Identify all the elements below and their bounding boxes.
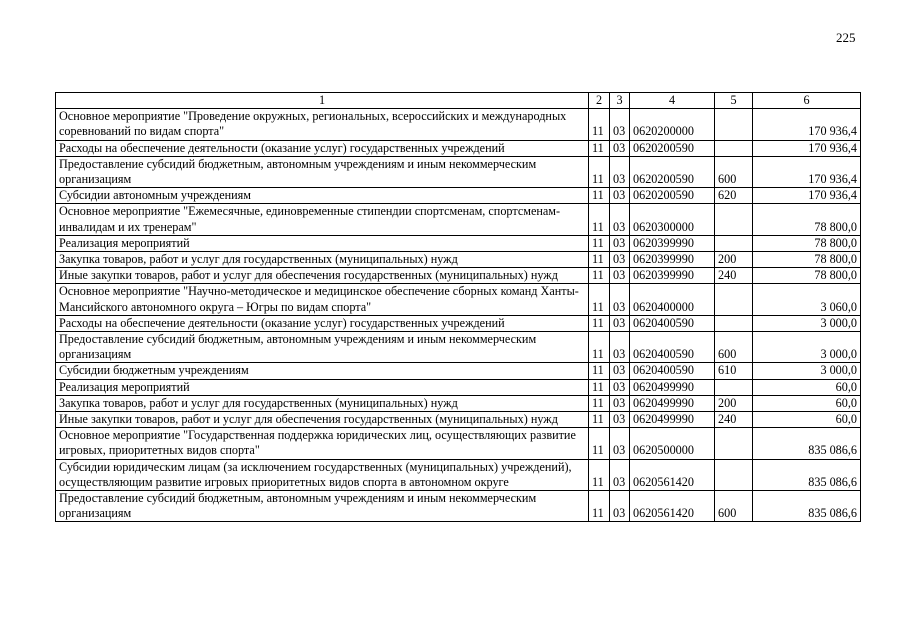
section-code-cell: 11 — [589, 428, 610, 459]
target-article-cell: 0620500000 — [630, 428, 715, 459]
amount-cell: 60,0 — [753, 412, 861, 428]
amount-cell: 835 086,6 — [753, 459, 861, 490]
table-row — [56, 395, 861, 411]
row-name-cell: Предоставление субсидий бюджетным, автономным учреждениям и иным некоммерческим организациям — [56, 491, 589, 522]
target-article-cell: 0620200590 — [630, 140, 715, 156]
table-row — [56, 491, 861, 522]
expense-type-cell — [715, 284, 753, 315]
section-code-cell: 11 — [589, 284, 610, 315]
column-header: 6 — [753, 93, 861, 109]
subsection-code-cell: 03 — [610, 252, 630, 268]
section-code-cell: 11 — [589, 268, 610, 284]
target-article-cell: 0620399990 — [630, 252, 715, 268]
amount-cell: 78 800,0 — [753, 204, 861, 235]
amount-cell: 170 936,4 — [753, 156, 861, 187]
table-row — [56, 363, 861, 379]
expense-type-cell: 600 — [715, 156, 753, 187]
expense-type-cell: 610 — [715, 363, 753, 379]
section-code-cell: 11 — [589, 459, 610, 490]
section-code-cell: 11 — [589, 156, 610, 187]
row-name-cell: Расходы на обеспечение деятельности (оказание услуг) государственных учреждений — [56, 140, 589, 156]
subsection-code-cell: 03 — [610, 315, 630, 331]
subsection-code-cell: 03 — [610, 268, 630, 284]
expense-type-cell — [715, 428, 753, 459]
expense-type-cell: 240 — [715, 412, 753, 428]
subsection-code-cell: 03 — [610, 204, 630, 235]
row-name-cell: Субсидии юридическим лицам (за исключением государственных (муниципальных) учреждений), осуществляющим развитие игровых приоритетных видов спорта в автономном округе — [56, 459, 589, 490]
column-header: 3 — [610, 93, 630, 109]
column-header: 1 — [56, 93, 589, 109]
amount-cell: 78 800,0 — [753, 235, 861, 251]
section-code-cell: 11 — [589, 363, 610, 379]
subsection-code-cell: 03 — [610, 188, 630, 204]
amount-cell: 835 086,6 — [753, 491, 861, 522]
row-name-cell: Расходы на обеспечение деятельности (оказание услуг) государственных учреждений — [56, 315, 589, 331]
subsection-code-cell: 03 — [610, 412, 630, 428]
table-row — [56, 109, 861, 140]
expense-type-cell: 600 — [715, 332, 753, 363]
target-article-cell: 0620200590 — [630, 156, 715, 187]
table-row — [56, 284, 861, 315]
row-name-cell: Основное мероприятие "Ежемесячные, единовременные стипендии спортсменам, спортсменам-инвалидам и их тренерам" — [56, 204, 589, 235]
target-article-cell: 0620200590 — [630, 188, 715, 204]
table-row — [56, 428, 861, 459]
row-name-cell: Реализация мероприятий — [56, 379, 589, 395]
expense-type-cell: 240 — [715, 268, 753, 284]
subsection-code-cell: 03 — [610, 428, 630, 459]
expense-type-cell — [715, 459, 753, 490]
expense-type-cell — [715, 109, 753, 140]
subsection-code-cell: 03 — [610, 379, 630, 395]
row-name-cell: Субсидии бюджетным учреждениям — [56, 363, 589, 379]
expense-type-cell — [715, 315, 753, 331]
target-article-cell: 0620200000 — [630, 109, 715, 140]
amount-cell: 835 086,6 — [753, 428, 861, 459]
table-row — [56, 268, 861, 284]
section-code-cell: 11 — [589, 332, 610, 363]
row-name-cell: Иные закупки товаров, работ и услуг для обеспечения государственных (муниципальных) нужд — [56, 268, 589, 284]
column-header: 2 — [589, 93, 610, 109]
row-name-cell: Закупка товаров, работ и услуг для государственных (муниципальных) нужд — [56, 395, 589, 411]
amount-cell: 3 000,0 — [753, 315, 861, 331]
subsection-code-cell: 03 — [610, 332, 630, 363]
row-name-cell: Предоставление субсидий бюджетным, автономным учреждениям и иным некоммерческим организациям — [56, 332, 589, 363]
section-code-cell: 11 — [589, 315, 610, 331]
table-row — [56, 188, 861, 204]
row-name-cell: Основное мероприятие "Научно-методическое и медицинское обеспечение сборных команд Ханты-Мансийского автономного округа – Югры по видам спорта" — [56, 284, 589, 315]
row-name-cell: Закупка товаров, работ и услуг для государственных (муниципальных) нужд — [56, 252, 589, 268]
row-name-cell: Реализация мероприятий — [56, 235, 589, 251]
row-name-cell: Основное мероприятие "Проведение окружных, региональных, всероссийских и международных соревнований по видам спорта" — [56, 109, 589, 140]
amount-cell: 170 936,4 — [753, 188, 861, 204]
expense-type-cell: 200 — [715, 252, 753, 268]
table-row — [56, 459, 861, 490]
table-row — [56, 252, 861, 268]
budget-table — [55, 92, 861, 522]
target-article-cell: 0620300000 — [630, 204, 715, 235]
row-name-cell: Субсидии автономным учреждениям — [56, 188, 589, 204]
amount-cell: 78 800,0 — [753, 252, 861, 268]
subsection-code-cell: 03 — [610, 109, 630, 140]
header-row — [56, 93, 861, 109]
table-row — [56, 156, 861, 187]
section-code-cell: 11 — [589, 109, 610, 140]
target-article-cell: 0620561420 — [630, 491, 715, 522]
target-article-cell: 0620499990 — [630, 412, 715, 428]
target-article-cell: 0620400590 — [630, 332, 715, 363]
table-row — [56, 140, 861, 156]
target-article-cell: 0620400590 — [630, 315, 715, 331]
amount-cell: 3 060,0 — [753, 284, 861, 315]
section-code-cell: 11 — [589, 379, 610, 395]
target-article-cell: 0620400000 — [630, 284, 715, 315]
amount-cell: 3 000,0 — [753, 363, 861, 379]
section-code-cell: 11 — [589, 235, 610, 251]
table-row — [56, 315, 861, 331]
subsection-code-cell: 03 — [610, 156, 630, 187]
subsection-code-cell: 03 — [610, 491, 630, 522]
page-number: 225 — [836, 30, 856, 45]
subsection-code-cell: 03 — [610, 395, 630, 411]
table-body — [56, 93, 861, 522]
expense-type-cell: 620 — [715, 188, 753, 204]
row-name-cell: Иные закупки товаров, работ и услуг для обеспечения государственных (муниципальных) нужд — [56, 412, 589, 428]
amount-cell: 60,0 — [753, 379, 861, 395]
amount-cell: 170 936,4 — [753, 140, 861, 156]
target-article-cell: 0620499990 — [630, 395, 715, 411]
column-header: 5 — [715, 93, 753, 109]
expense-type-cell — [715, 140, 753, 156]
section-code-cell: 11 — [589, 188, 610, 204]
section-code-cell: 11 — [589, 252, 610, 268]
table-row — [56, 332, 861, 363]
expense-type-cell — [715, 379, 753, 395]
target-article-cell: 0620499990 — [630, 379, 715, 395]
section-code-cell: 11 — [589, 140, 610, 156]
table-row — [56, 235, 861, 251]
target-article-cell: 0620400590 — [630, 363, 715, 379]
table-row — [56, 204, 861, 235]
expense-type-cell — [715, 235, 753, 251]
expense-type-cell — [715, 204, 753, 235]
row-name-cell: Основное мероприятие "Государственная поддержка юридических лиц, осуществляющих развитие игровых, приоритетных видов спорта" — [56, 428, 589, 459]
amount-cell: 170 936,4 — [753, 109, 861, 140]
section-code-cell: 11 — [589, 204, 610, 235]
subsection-code-cell: 03 — [610, 235, 630, 251]
expense-type-cell: 200 — [715, 395, 753, 411]
section-code-cell: 11 — [589, 412, 610, 428]
amount-cell: 78 800,0 — [753, 268, 861, 284]
target-article-cell: 0620561420 — [630, 459, 715, 490]
table-row — [56, 379, 861, 395]
section-code-cell: 11 — [589, 395, 610, 411]
subsection-code-cell: 03 — [610, 459, 630, 490]
subsection-code-cell: 03 — [610, 284, 630, 315]
amount-cell: 60,0 — [753, 395, 861, 411]
row-name-cell: Предоставление субсидий бюджетным, автономным учреждениям и иным некоммерческим организациям — [56, 156, 589, 187]
column-header: 4 — [630, 93, 715, 109]
target-article-cell: 0620399990 — [630, 268, 715, 284]
target-article-cell: 0620399990 — [630, 235, 715, 251]
table-row — [56, 412, 861, 428]
expense-type-cell: 600 — [715, 491, 753, 522]
subsection-code-cell: 03 — [610, 140, 630, 156]
amount-cell: 3 000,0 — [753, 332, 861, 363]
subsection-code-cell: 03 — [610, 363, 630, 379]
section-code-cell: 11 — [589, 491, 610, 522]
